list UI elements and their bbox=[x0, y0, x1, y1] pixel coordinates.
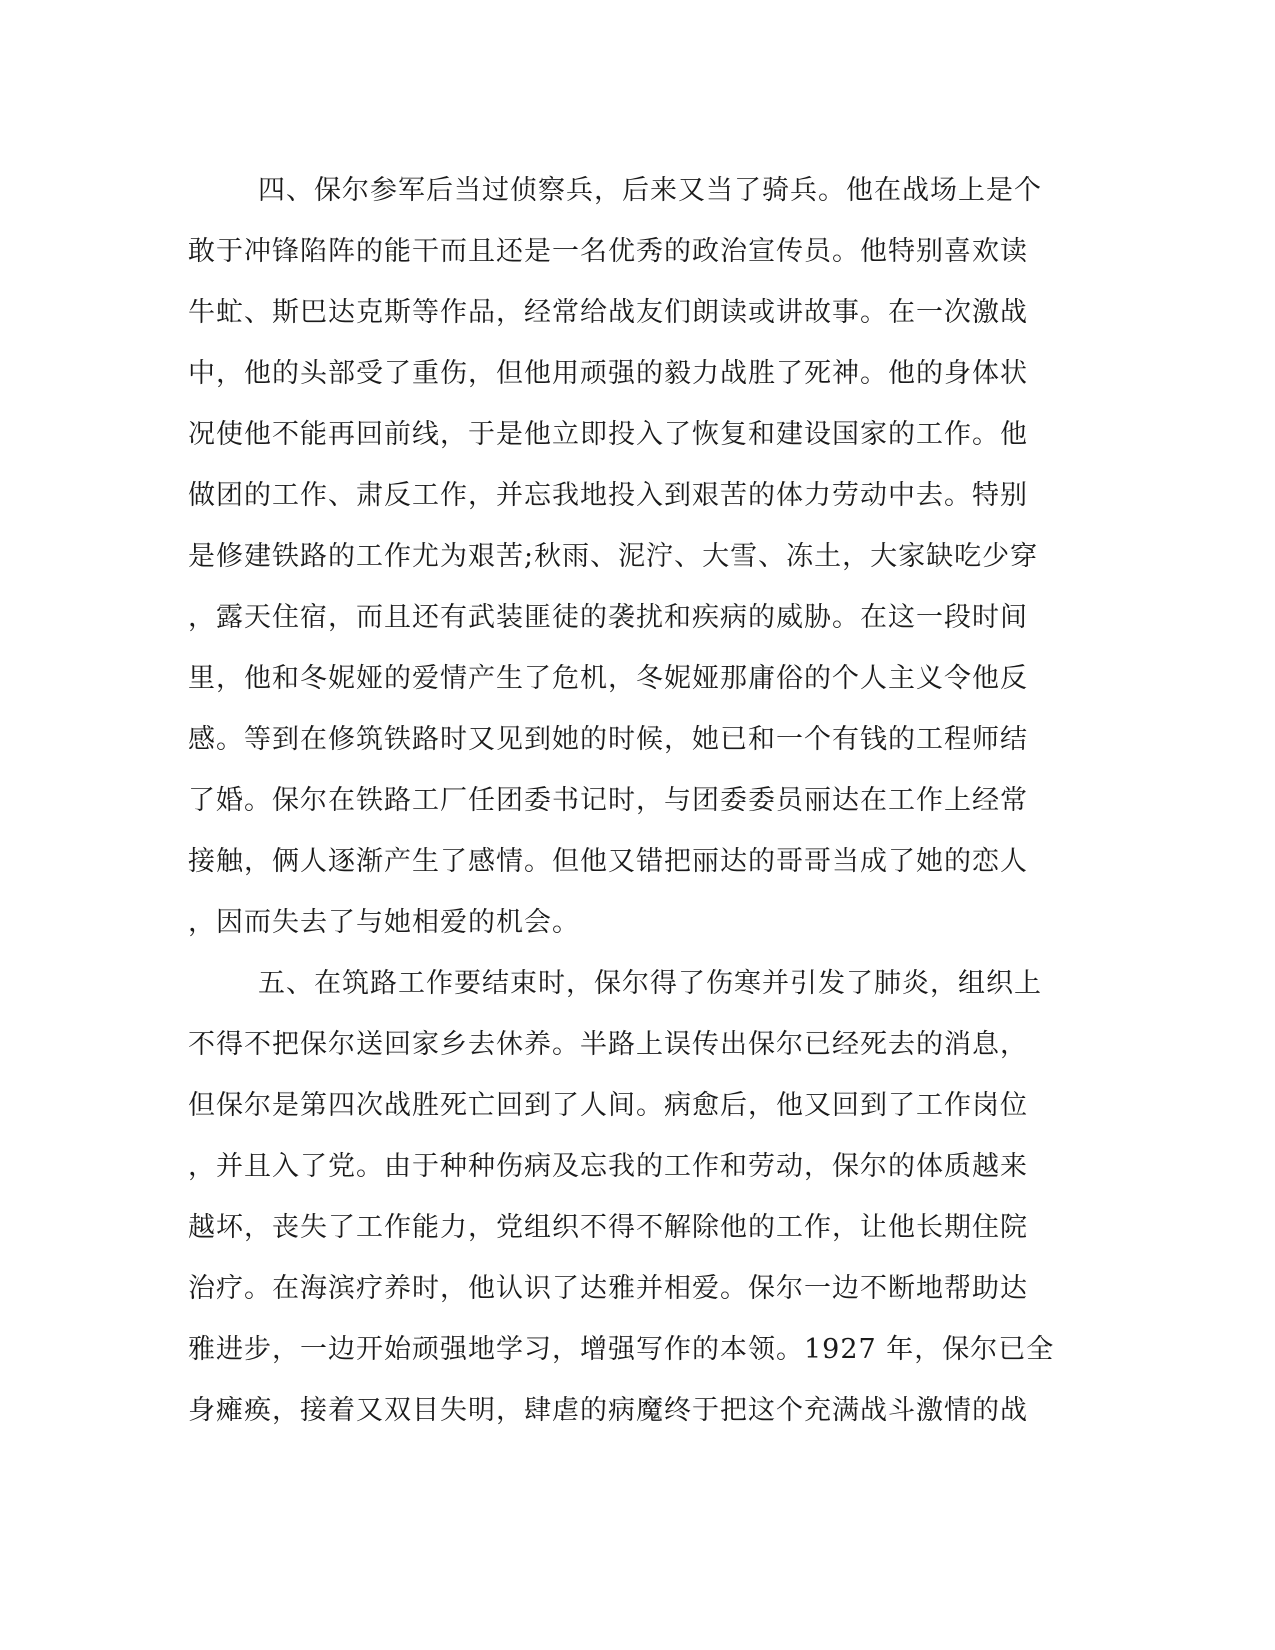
text-line: 牛虻、斯巴达克斯等作品，经常给战友们朗读或讲故事。在一次激战 bbox=[188, 297, 1028, 328]
text-line: 感。等到在修筑铁路时又见到她的时候，她已和一个有钱的工程师结 bbox=[188, 724, 1028, 755]
text-line: 身瘫痪，接着又双目失明，肆虐的病魔终于把这个充满战斗激情的战 bbox=[188, 1395, 1028, 1426]
text-line: 不得不把保尔送回家乡去休养。半路上误传出保尔已经死去的消息， bbox=[188, 1029, 1028, 1060]
paragraph-four bbox=[188, 160, 1088, 953]
text-line: 敢于冲锋陷阵的能干而且还是一名优秀的政治宣传员。他特别喜欢读 bbox=[188, 236, 1028, 267]
text-line: 但保尔是第四次战胜死亡回到了人间。病愈后，他又回到了工作岗位 bbox=[188, 1090, 1028, 1121]
body-text bbox=[188, 160, 1088, 1441]
text-line: 了婚。保尔在铁路工厂任团委书记时，与团委委员丽达在工作上经常 bbox=[188, 785, 1028, 816]
text-line: 做团的工作、肃反工作，并忘我地投入到艰苦的体力劳动中去。特别 bbox=[188, 480, 1028, 511]
text-line: 五、在筑路工作要结束时，保尔得了伤寒并引发了肺炎，组织上 bbox=[258, 968, 1042, 999]
text-line: 接触，俩人逐渐产生了感情。但他又错把丽达的哥哥当成了她的恋人 bbox=[188, 846, 1028, 877]
paragraph-five bbox=[188, 953, 1088, 1441]
text-line: 雅进步，一边开始顽强地学习，增强写作的本领。1927 年，保尔已全 bbox=[188, 1334, 1055, 1365]
text-line: 治疗。在海滨疗养时，他认识了达雅并相爱。保尔一边不断地帮助达 bbox=[188, 1273, 1028, 1304]
text-line: 里，他和冬妮娅的爱情产生了危机，冬妮娅那庸俗的个人主义令他反 bbox=[188, 663, 1028, 694]
text-line: ，因而失去了与她相爱的机会。 bbox=[188, 907, 580, 938]
text-line: 况使他不能再回前线，于是他立即投入了恢复和建设国家的工作。他 bbox=[188, 419, 1028, 450]
text-line: 中，他的头部受了重伤，但他用顽强的毅力战胜了死神。他的身体状 bbox=[188, 358, 1028, 389]
text-line: ，露天住宿，而且还有武装匪徒的袭扰和疾病的威胁。在这一段时间 bbox=[188, 602, 1028, 633]
text-line: ，并且入了党。由于种种伤病及忘我的工作和劳动，保尔的体质越来 bbox=[188, 1151, 1028, 1182]
text-line: 越坏，丧失了工作能力，党组织不得不解除他的工作，让他长期住院 bbox=[188, 1212, 1028, 1243]
text-line: 是修建铁路的工作尤为艰苦;秋雨、泥泞、大雪、冻土，大家缺吃少穿 bbox=[188, 541, 1039, 572]
text-line: 四、保尔参军后当过侦察兵，后来又当了骑兵。他在战场上是个 bbox=[258, 175, 1042, 206]
